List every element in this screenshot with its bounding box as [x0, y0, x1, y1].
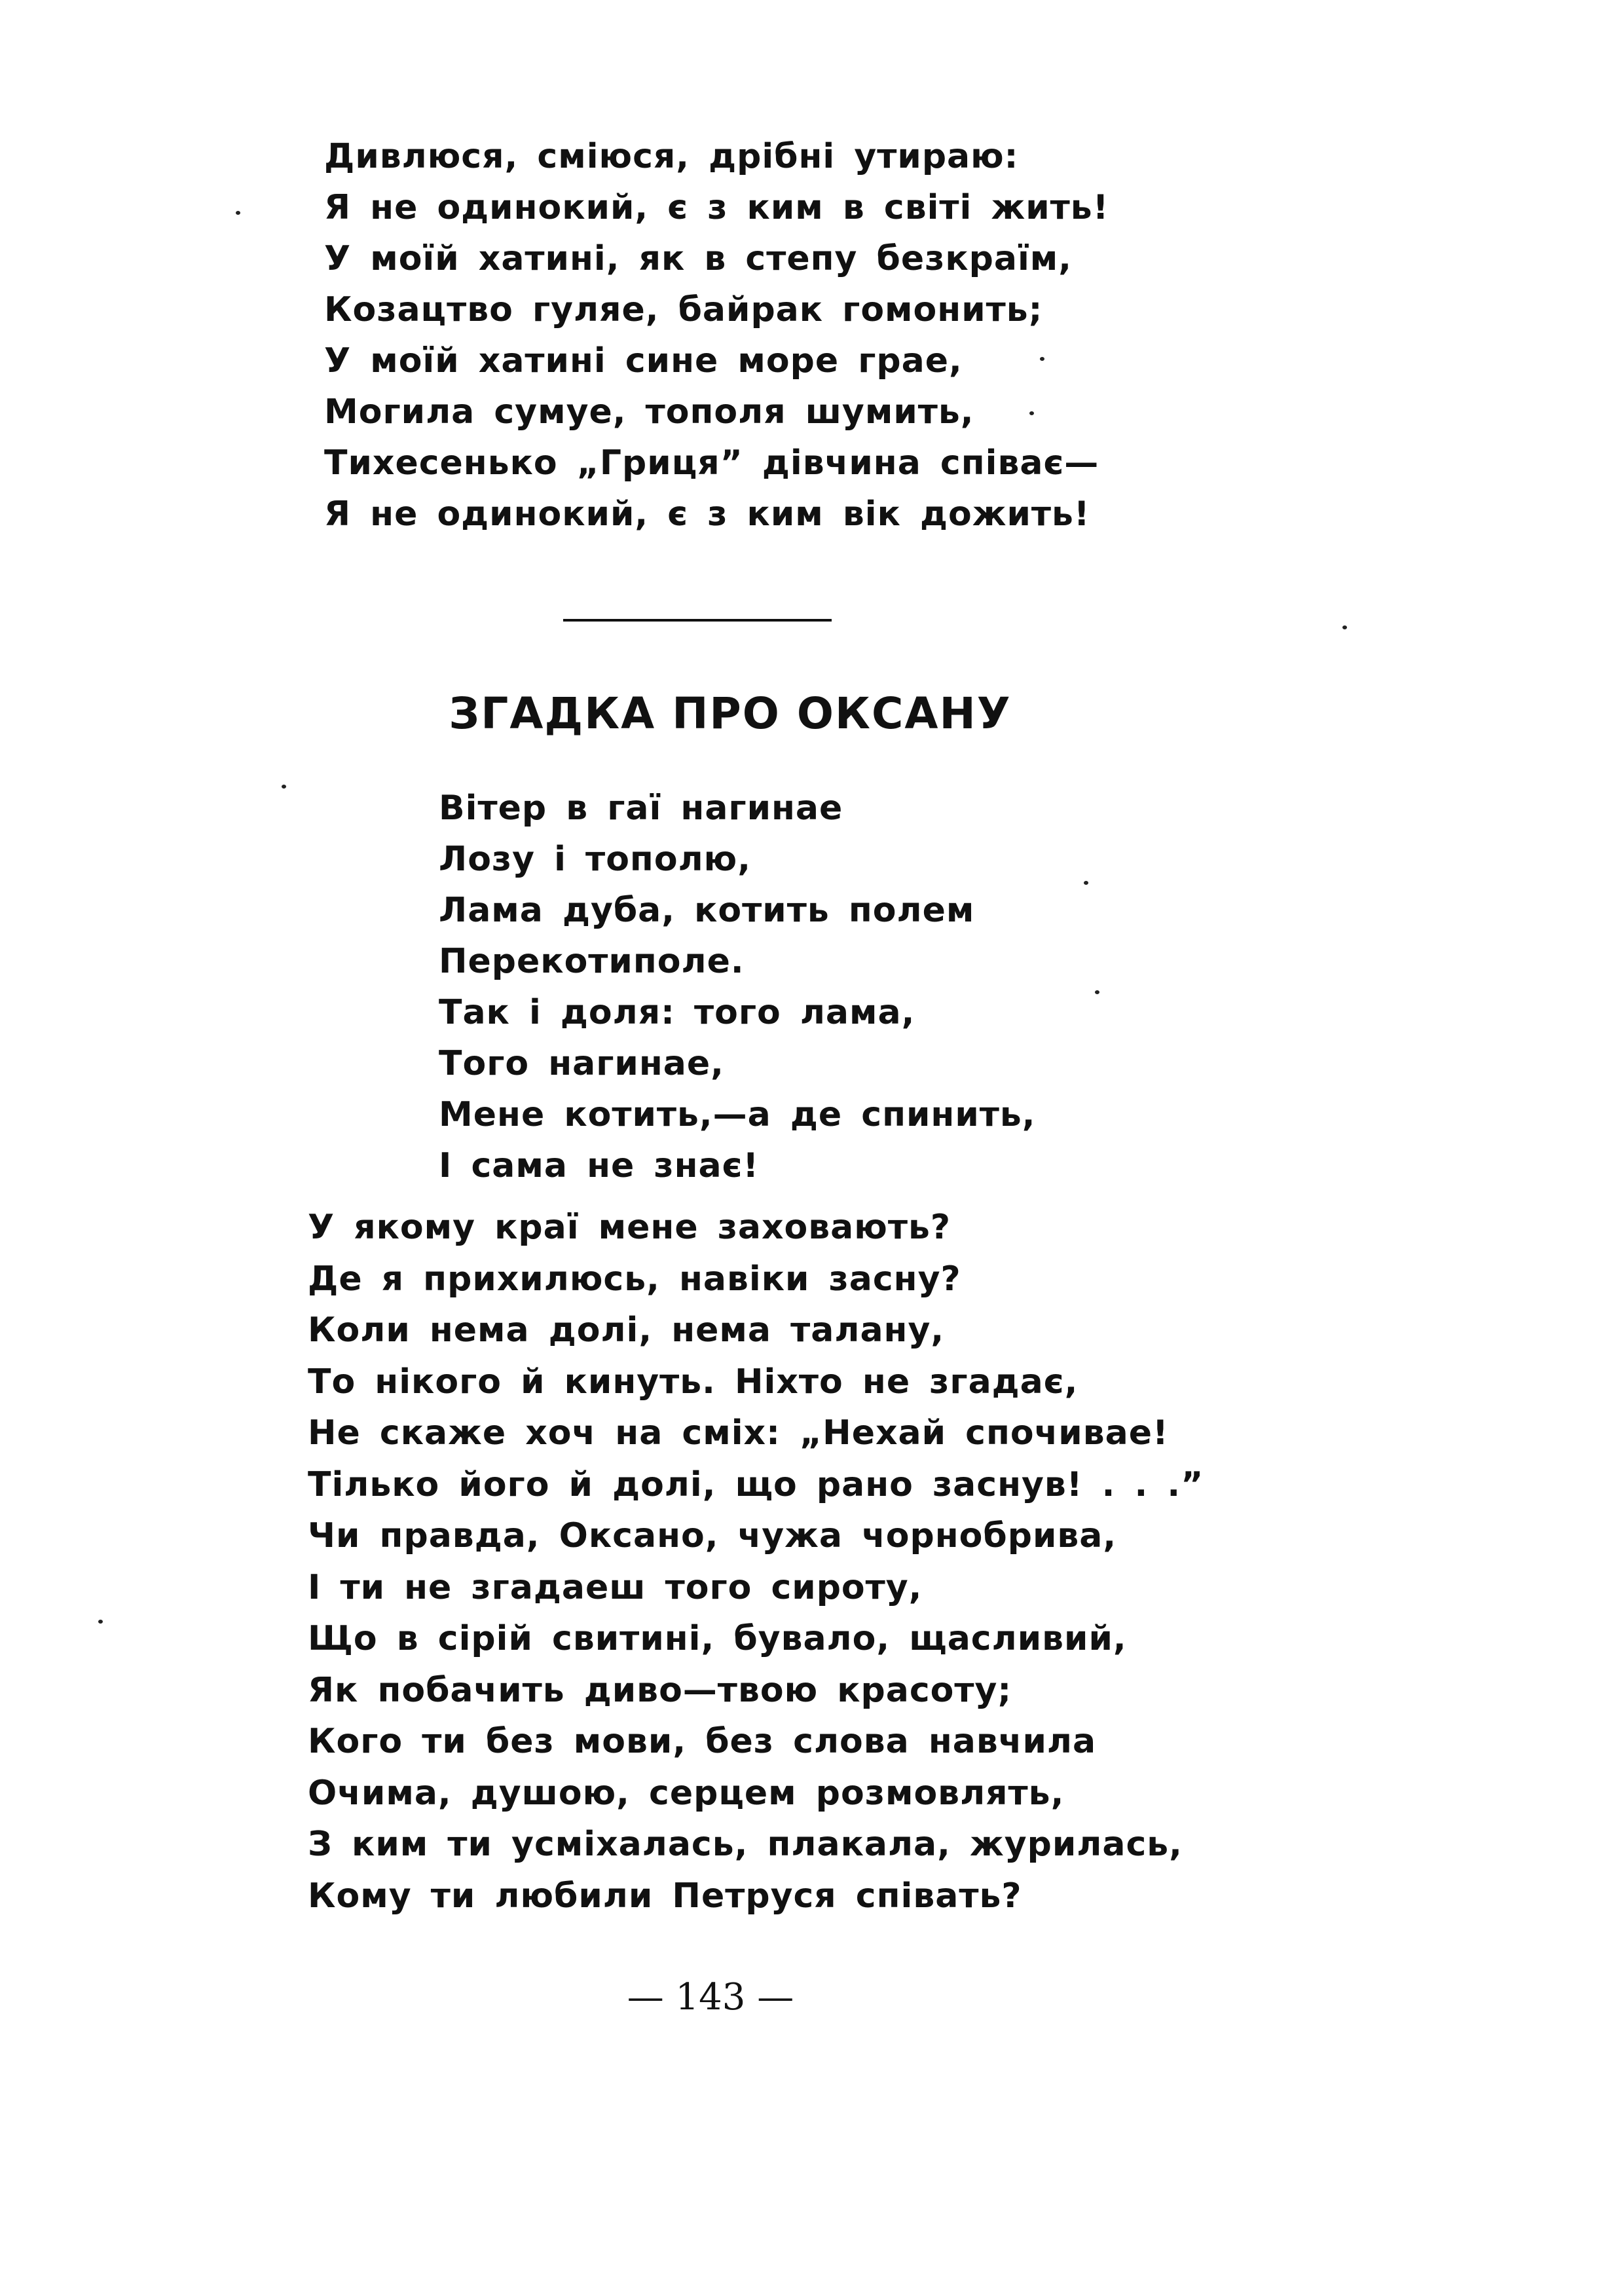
- poem-line: Тілько його й долі, що рано заснув! . . .”: [308, 1464, 1204, 1504]
- poem-line: Могила сумуе, тополя шумить,: [324, 392, 974, 432]
- poem-line: Очима, душою, серцем розмовлять,: [308, 1773, 1065, 1813]
- scan-speck: [1084, 881, 1088, 885]
- poem-line: Лама дуба, котить полем: [439, 891, 975, 930]
- poem-line: У якому краї мене заховають?: [308, 1208, 951, 1247]
- poem-line: І ти не згадаеш того сироту,: [308, 1567, 923, 1607]
- poem-line: У моїй хатині, як в степу безкраїм,: [324, 239, 1073, 278]
- poem-line: Того нагинае,: [439, 1044, 724, 1083]
- stanza-main: [308, 1202, 1225, 1922]
- stanza-indented: [439, 783, 1225, 1191]
- scan-speck: [1029, 411, 1034, 415]
- poem-line: Не скаже хоч на сміх: „Нехай спочивае!: [308, 1413, 1169, 1453]
- poem-line: Коли нема долі, нема талану,: [308, 1311, 945, 1350]
- scan-speck: [236, 211, 240, 215]
- stanza-top: [324, 131, 1175, 540]
- poem-line: Так і доля: того лама,: [439, 993, 915, 1032]
- poem-line: Де я прихилюсь, навіки засну?: [308, 1259, 961, 1299]
- poem-line: Мене котить,—а де спинить,: [439, 1095, 1036, 1134]
- poem-line: Я не одинокий, є з ким вік дожить!: [324, 494, 1090, 534]
- scan-speck: [98, 1620, 103, 1624]
- poem-line: Лозу і тополю,: [439, 840, 751, 879]
- poem-line: Вітер в гаї нагинае: [439, 789, 843, 828]
- section-divider: [563, 619, 832, 622]
- poem-line: Кому ти любили Петруся співать?: [308, 1876, 1022, 1916]
- poem-line: Кого ти без мови, без слова навчила: [308, 1722, 1097, 1761]
- poem-line: Як побачить диво—твою красоту;: [308, 1670, 1012, 1710]
- poem-line: Дивлюся, сміюся, дрібні утираю:: [324, 137, 1019, 176]
- poem-line: Я не одинокий, є з ким в світі жить!: [324, 188, 1109, 227]
- page-number: — 143 —: [627, 1976, 794, 2019]
- poem-line: З ким ти усміхалась, плакала, журилась,: [308, 1825, 1183, 1864]
- poem-line: У моїй хатині сине море грае,: [324, 341, 963, 381]
- scan-speck: [1040, 357, 1044, 361]
- scan-speck: [1095, 990, 1099, 994]
- poem-line: Тихесенько „Гриця” дівчина співає—: [324, 443, 1099, 483]
- poem-line: Перекотиполе.: [439, 942, 745, 981]
- poem-line: Що в сірій свитині, бувало, щасливий,: [308, 1619, 1127, 1658]
- poem-line: Козацтво гуляе, байрак гомонить;: [324, 290, 1043, 329]
- poem-line: То нікого й кинуть. Ніхто не згадає,: [308, 1362, 1079, 1402]
- scan-speck: [282, 785, 286, 789]
- poem-line: Чи правда, Оксано, чужа чорнобрива,: [308, 1516, 1117, 1555]
- poem-line: І сама не знає!: [439, 1146, 760, 1185]
- scan-speck: [1342, 625, 1347, 629]
- poem-title: ЗГАДКА ПРО ОКСАНУ: [449, 688, 1012, 739]
